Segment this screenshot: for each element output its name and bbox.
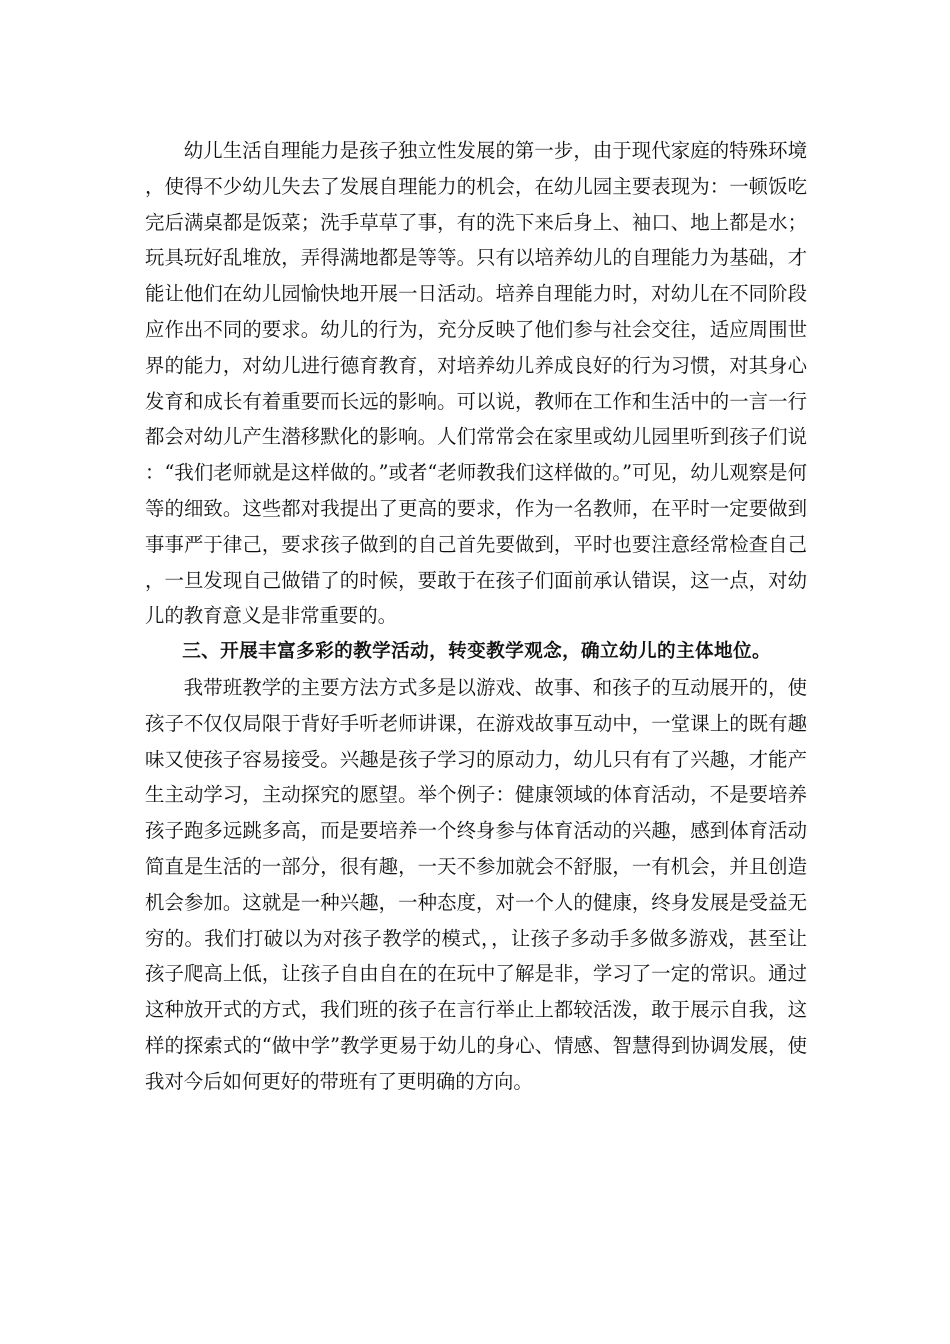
section-heading-three: 三、开展丰富多彩的教学活动，转变教学观念，确立幼儿的主体地位。 xyxy=(182,641,771,663)
document-page xyxy=(145,133,807,1100)
body-paragraph-teaching-methods: 我带班教学的主要方法方式多是以游戏、故事、和孩子的互动展开的，使孩子不仅仅局限于背好手听老师讲课，在游戏故事互动中，一堂课上的既有趣味又使孩子容易接受。兴趣是孩子学习的原动力，幼儿只有有了兴趣，才能产生主动学习，主动探究的愿望。举个例子：健康领域的体育活动，不是要培养孩子跑多远跳多高，而是要培养一个终身参与体育活动的兴趣，感到体育活动简直是生活的一部分，很有趣，一天不参加就会不舒服，一有机会，并且创造机会参加。这就是一种兴趣，一种态度，对一个人的健康，终身发展是受益无穷的。我们打破以为对孩子教学的模式，，让孩子多动手多做多游戏，甚至让孩子爬高上低，让孩子自由自在的在玩中了解是非，学习了一定的常识。通过这种放开式的方式，我们班的孩子在言行举止上都较活泼，敢于展示自我，这样的探索式的“做中学”教学更易于幼儿的身心、情感、智慧得到协调发展，使我对今后如何更好的带班有了更明确的方向。 xyxy=(145,675,807,1093)
body-paragraph-self-care: 幼儿生活自理能力是孩子独立性发展的第一步，由于现代家庭的特殊环境，使得不少幼儿失去了发展自理能力的机会，在幼儿园主要表现为：一顿饭吃完后满桌都是饭菜；洗手草草了事，有的洗下来后身上、袖口、地上都是水；玩具玩好乱堆放，弄得满地都是等等。只有以培养幼儿的自理能力为基础，才能让他们在幼儿园愉快地开展一日活动。培养自理能力时，对幼儿在不同阶段应作出不同的要求。幼儿的行为，充分反映了他们参与社会交往，适应周围世界的能力，对幼儿进行德育教育，对培养幼儿养成良好的行为习惯，对其身心发育和成长有着重要而长远的影响。可以说，教师在工作和生活中的一言一行都会对幼儿产生潜移默化的影响。人们常常会在家里或幼儿园里听到孩子们说：“我们老师就是这样做的。”或者“老师教我们这样做的。”可见，幼儿观察是何等的细致。这些都对我提出了更高的要求，作为一名教师，在平时一定要做到事事严于律己，要求孩子做到的自己首先要做到，平时也要注意经常检查自己，一旦发现自己做错了的时候，要敢于在孩子们面前承认错误，这一点，对幼儿的教育意义是非常重要的。 xyxy=(145,139,807,628)
